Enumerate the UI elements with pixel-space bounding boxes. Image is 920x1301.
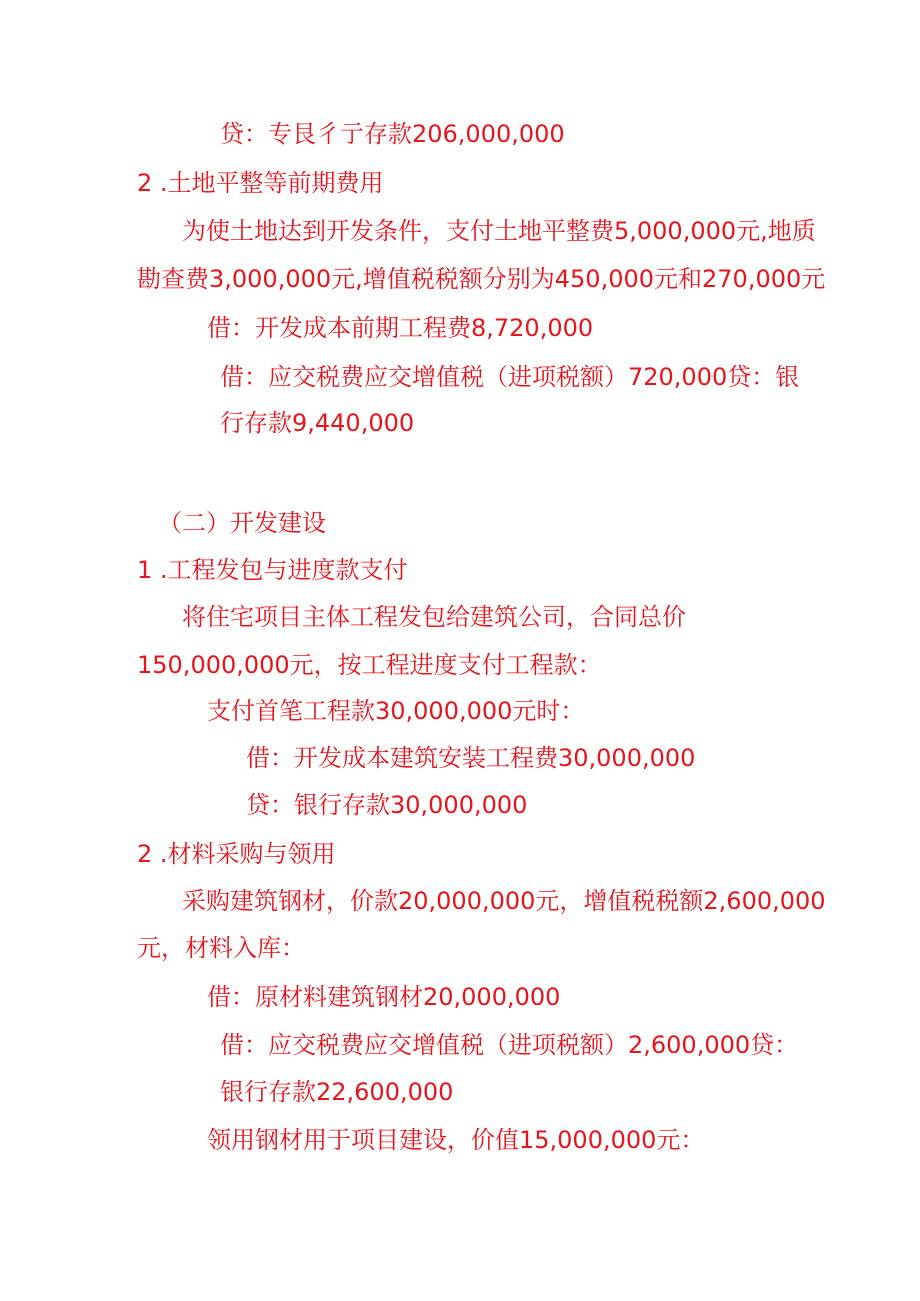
paragraph-contracting-1: 将住宅项目主体工程发包给建筑公司，合同总价 <box>182 603 686 631</box>
paragraph-land-leveling-2: 勘查费3,000,000元,增值税税额分别为450,000元和270,000元 <box>137 265 826 293</box>
debit-input-vat-line: 借：应交税费应交增值税（进项税额）720,000贷：银 <box>220 363 800 391</box>
debit-raw-materials-line: 借：原材料建筑钢材20,000,000 <box>207 983 561 1011</box>
section-heading-land-leveling: 2 .土地平整等前期费用 <box>137 169 384 197</box>
debit-pre-engineering-line: 借：开发成本前期工程费8,720,000 <box>207 314 594 342</box>
debit-construction-cost-line: 借：开发成本建筑安装工程费30,000,000 <box>246 744 696 772</box>
paragraph-materials-1: 采购建筑钢材，价款20,000,000元，增值税税额2,600,000 <box>182 887 826 915</box>
section-heading-development: （二）开发建设 <box>158 509 326 537</box>
section-heading-materials: 2 .材料采购与领用 <box>137 840 336 868</box>
section-heading-contracting: 1 .工程发包与进度款支付 <box>137 556 408 584</box>
paragraph-land-leveling-1: 为使土地达到开发条件，支付土地平整费5,000,000元,地质 <box>182 217 816 245</box>
debit-input-vat-materials-line: 借：应交税费应交增值税（进项税额）2,600,000贷： <box>220 1031 799 1059</box>
credit-special-deposit-line: 贷：专艮彳亍存款206,000,000 <box>220 120 565 148</box>
credit-bank-deposit-line: 贷：银行存款30,000,000 <box>246 791 528 819</box>
bank-deposit-materials-line: 银行存款22,600,000 <box>220 1078 454 1106</box>
first-payment-line: 支付首笔工程款30,000,000元时： <box>207 697 585 725</box>
bank-deposit-line: 行存款9,440,000 <box>220 409 415 437</box>
paragraph-contracting-2: 150,000,000元，按工程进度支付工程款： <box>137 651 602 679</box>
paragraph-materials-2: 元，材料入库： <box>137 934 305 962</box>
steel-usage-line: 领用钢材用于项目建设，价值15,000,000元： <box>207 1126 705 1154</box>
